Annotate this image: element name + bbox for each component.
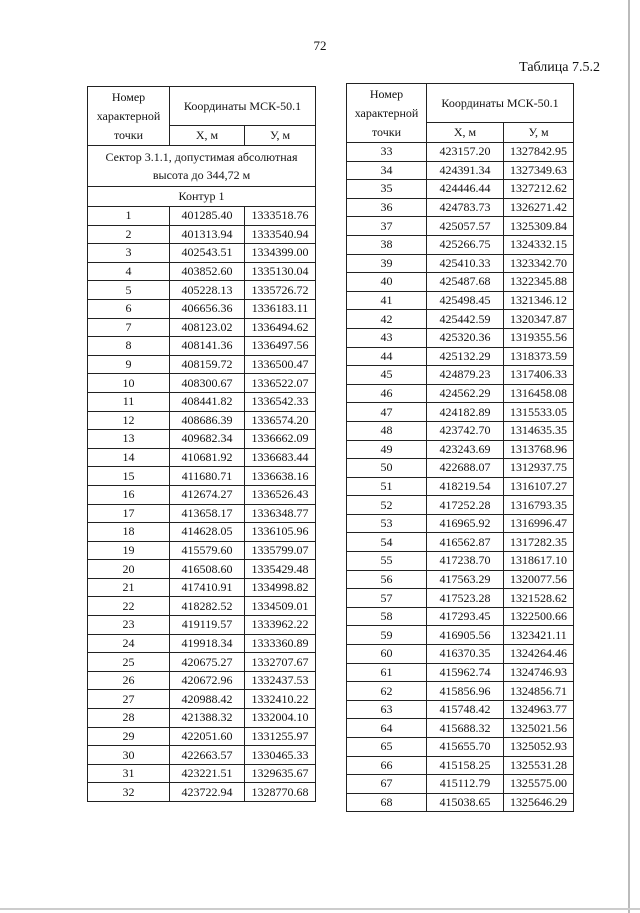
x-coordinate-cell: 423722.94: [170, 783, 245, 802]
point-number-cell: 40: [347, 273, 427, 292]
x-coordinate-cell: 416508.60: [170, 560, 245, 579]
x-coordinate-cell: 420675.27: [170, 653, 245, 672]
y-coordinate-cell: 1323421.11: [504, 626, 574, 645]
table-row: [88, 448, 316, 467]
point-number-cell: 36: [347, 198, 427, 217]
point-number-cell: 51: [347, 477, 427, 496]
y-coordinate-cell: 1324963.77: [504, 700, 574, 719]
table-row: [88, 560, 316, 579]
point-number-cell: 28: [88, 709, 170, 728]
point-number-cell: 45: [347, 366, 427, 385]
x-coordinate-cell: 402543.51: [170, 244, 245, 263]
point-number-cell: 63: [347, 700, 427, 719]
x-coordinate-cell: 408159.72: [170, 355, 245, 374]
table-row: [347, 663, 574, 682]
y-coordinate-cell: 1320077.56: [504, 570, 574, 589]
scan-edge-right: [628, 0, 630, 913]
x-coordinate-cell: 413658.17: [170, 504, 245, 523]
y-coordinate-cell: 1325021.56: [504, 719, 574, 738]
y-coordinate-cell: 1325052.93: [504, 738, 574, 757]
point-number-cell: 61: [347, 663, 427, 682]
coordinates-table-left: [87, 86, 316, 802]
x-coordinate-cell: 412674.27: [170, 485, 245, 504]
table-row: [347, 514, 574, 533]
x-coordinate-cell: 422688.07: [427, 459, 504, 478]
coordinates-table-right: [346, 83, 574, 812]
point-number-cell: 49: [347, 440, 427, 459]
table-row: [347, 570, 574, 589]
page-number: 72: [313, 38, 327, 53]
table-row: [347, 552, 574, 571]
y-coordinate-cell: 1325531.28: [504, 756, 574, 775]
table-row: [88, 318, 316, 337]
header-y: У, м: [245, 126, 316, 146]
y-coordinate-cell: 1335726.72: [245, 281, 316, 300]
table-row: [88, 299, 316, 318]
table-row: [88, 523, 316, 542]
y-coordinate-cell: 1332707.67: [245, 653, 316, 672]
table-row: [347, 143, 574, 162]
point-number-cell: 6: [88, 299, 170, 318]
y-coordinate-cell: 1326271.42: [504, 198, 574, 217]
y-coordinate-cell: 1321528.62: [504, 589, 574, 608]
x-coordinate-cell: 424783.73: [427, 198, 504, 217]
table-row: [88, 374, 316, 393]
y-coordinate-cell: 1327212.62: [504, 180, 574, 199]
point-number-cell: 3: [88, 244, 170, 263]
y-coordinate-cell: 1318373.59: [504, 347, 574, 366]
x-coordinate-cell: 408141.36: [170, 337, 245, 356]
x-coordinate-cell: 425442.59: [427, 310, 504, 329]
y-coordinate-cell: 1317406.33: [504, 366, 574, 385]
table-row: [347, 310, 574, 329]
y-coordinate-cell: 1336348.77: [245, 504, 316, 523]
x-coordinate-cell: 425320.36: [427, 328, 504, 347]
table-row: [347, 440, 574, 459]
table-caption: Таблица 7.5.2: [519, 60, 600, 75]
table-row: [347, 477, 574, 496]
point-number-cell: 35: [347, 180, 427, 199]
point-number-cell: 11: [88, 392, 170, 411]
point-number-cell: 31: [88, 764, 170, 783]
x-coordinate-cell: 417293.45: [427, 607, 504, 626]
table-row: [88, 634, 316, 653]
table-row: [88, 597, 316, 616]
point-number-cell: 18: [88, 523, 170, 542]
x-coordinate-cell: 401285.40: [170, 207, 245, 226]
y-coordinate-cell: 1322500.66: [504, 607, 574, 626]
x-coordinate-cell: 417523.28: [427, 589, 504, 608]
table-row: [347, 161, 574, 180]
y-coordinate-cell: 1322345.88: [504, 273, 574, 292]
table-row: [347, 403, 574, 422]
y-coordinate-cell: 1317282.35: [504, 533, 574, 552]
table-row: [88, 541, 316, 560]
x-coordinate-cell: 408300.67: [170, 374, 245, 393]
y-coordinate-cell: 1324332.15: [504, 235, 574, 254]
table-row: [88, 207, 316, 226]
x-coordinate-cell: 415688.32: [427, 719, 504, 738]
table-row: [347, 254, 574, 273]
point-number-cell: 27: [88, 690, 170, 709]
point-number-cell: 67: [347, 775, 427, 794]
x-coordinate-cell: 423243.69: [427, 440, 504, 459]
point-number-cell: 53: [347, 514, 427, 533]
point-number-cell: 14: [88, 448, 170, 467]
y-coordinate-cell: 1330465.33: [245, 746, 316, 765]
x-coordinate-cell: 408123.02: [170, 318, 245, 337]
y-coordinate-cell: 1312937.75: [504, 459, 574, 478]
x-coordinate-cell: 408686.39: [170, 411, 245, 430]
y-coordinate-cell: 1332437.53: [245, 671, 316, 690]
point-number-cell: 2: [88, 225, 170, 244]
table-row: [88, 244, 316, 263]
contour-title: Контур 1: [88, 187, 316, 207]
x-coordinate-cell: 424446.44: [427, 180, 504, 199]
x-coordinate-cell: 416905.56: [427, 626, 504, 645]
table-row: [88, 504, 316, 523]
point-number-cell: 38: [347, 235, 427, 254]
x-coordinate-cell: 415856.96: [427, 682, 504, 701]
x-coordinate-cell: 425410.33: [427, 254, 504, 273]
point-number-cell: 8: [88, 337, 170, 356]
y-coordinate-cell: 1327842.95: [504, 143, 574, 162]
table-row: [88, 578, 316, 597]
y-coordinate-cell: 1314635.35: [504, 421, 574, 440]
sector-title: Сектор 3.1.1, допустимая абсолютная высота до 344,72 м: [88, 146, 316, 187]
header-y: У, м: [504, 123, 574, 143]
x-coordinate-cell: 416562.87: [427, 533, 504, 552]
table-row: [88, 653, 316, 672]
table-row: [347, 719, 574, 738]
y-coordinate-cell: 1332410.22: [245, 690, 316, 709]
x-coordinate-cell: 424879.23: [427, 366, 504, 385]
x-coordinate-cell: 425132.29: [427, 347, 504, 366]
x-coordinate-cell: 415655.70: [427, 738, 504, 757]
y-coordinate-cell: 1336183.11: [245, 299, 316, 318]
x-coordinate-cell: 405228.13: [170, 281, 245, 300]
header-x: X, м: [170, 126, 245, 146]
point-number-cell: 26: [88, 671, 170, 690]
y-coordinate-cell: 1336683.44: [245, 448, 316, 467]
y-coordinate-cell: 1333518.76: [245, 207, 316, 226]
table-row: [347, 756, 574, 775]
table-row: [88, 337, 316, 356]
point-number-cell: 7: [88, 318, 170, 337]
header-coordinates: Координаты МСК-50.1: [170, 87, 316, 126]
table-row: [88, 485, 316, 504]
table-row: [347, 607, 574, 626]
point-number-cell: 48: [347, 421, 427, 440]
point-number-cell: 57: [347, 589, 427, 608]
y-coordinate-cell: 1316458.08: [504, 384, 574, 403]
point-number-cell: 42: [347, 310, 427, 329]
point-number-cell: 52: [347, 496, 427, 515]
y-coordinate-cell: 1336638.16: [245, 467, 316, 486]
x-coordinate-cell: 417238.70: [427, 552, 504, 571]
y-coordinate-cell: 1313768.96: [504, 440, 574, 459]
x-coordinate-cell: 422051.60: [170, 727, 245, 746]
point-number-cell: 34: [347, 161, 427, 180]
point-number-cell: 43: [347, 328, 427, 347]
table-row: [347, 738, 574, 757]
table-row: [88, 764, 316, 783]
y-coordinate-cell: 1333540.94: [245, 225, 316, 244]
table-row: [347, 589, 574, 608]
point-number-cell: 29: [88, 727, 170, 746]
x-coordinate-cell: 410681.92: [170, 448, 245, 467]
point-number-cell: 54: [347, 533, 427, 552]
y-coordinate-cell: 1315533.05: [504, 403, 574, 422]
table-row: [347, 645, 574, 664]
table-row: [347, 682, 574, 701]
y-coordinate-cell: 1333360.89: [245, 634, 316, 653]
x-coordinate-cell: 414628.05: [170, 523, 245, 542]
point-number-cell: 46: [347, 384, 427, 403]
point-number-cell: 5: [88, 281, 170, 300]
x-coordinate-cell: 422663.57: [170, 746, 245, 765]
point-number-cell: 23: [88, 616, 170, 635]
point-number-cell: 59: [347, 626, 427, 645]
x-coordinate-cell: 417563.29: [427, 570, 504, 589]
table-row: [347, 235, 574, 254]
point-number-cell: 66: [347, 756, 427, 775]
y-coordinate-cell: 1334399.00: [245, 244, 316, 263]
point-number-cell: 20: [88, 560, 170, 579]
point-number-cell: 17: [88, 504, 170, 523]
table-row: [347, 533, 574, 552]
point-number-cell: 58: [347, 607, 427, 626]
y-coordinate-cell: 1318617.10: [504, 552, 574, 571]
y-coordinate-cell: 1323342.70: [504, 254, 574, 273]
scan-edge-bottom: [0, 908, 640, 910]
point-number-cell: 56: [347, 570, 427, 589]
point-number-cell: 62: [347, 682, 427, 701]
y-coordinate-cell: 1325646.29: [504, 793, 574, 812]
point-number-cell: 30: [88, 746, 170, 765]
y-coordinate-cell: 1328770.68: [245, 783, 316, 802]
x-coordinate-cell: 418219.54: [427, 477, 504, 496]
y-coordinate-cell: 1333962.22: [245, 616, 316, 635]
y-coordinate-cell: 1324264.46: [504, 645, 574, 664]
table-row: [347, 775, 574, 794]
table-row: [88, 690, 316, 709]
x-coordinate-cell: 425057.57: [427, 217, 504, 236]
x-coordinate-cell: 415962.74: [427, 663, 504, 682]
header-coordinates: Координаты МСК-50.1: [427, 84, 574, 123]
point-number-cell: 39: [347, 254, 427, 273]
table-row: [347, 347, 574, 366]
x-coordinate-cell: 423742.70: [427, 421, 504, 440]
point-number-cell: 21: [88, 578, 170, 597]
x-coordinate-cell: 424391.34: [427, 161, 504, 180]
x-coordinate-cell: 420672.96: [170, 671, 245, 690]
y-coordinate-cell: 1335130.04: [245, 262, 316, 281]
x-coordinate-cell: 417410.91: [170, 578, 245, 597]
point-number-cell: 1: [88, 207, 170, 226]
table-row: [88, 281, 316, 300]
point-number-cell: 13: [88, 430, 170, 449]
table-row: [88, 225, 316, 244]
y-coordinate-cell: 1321346.12: [504, 291, 574, 310]
y-coordinate-cell: 1336542.33: [245, 392, 316, 411]
header-x: X, м: [427, 123, 504, 143]
x-coordinate-cell: 406656.36: [170, 299, 245, 318]
y-coordinate-cell: 1327349.63: [504, 161, 574, 180]
point-number-cell: 33: [347, 143, 427, 162]
table-row: [347, 273, 574, 292]
y-coordinate-cell: 1336105.96: [245, 523, 316, 542]
table-row: [347, 626, 574, 645]
table-row: [347, 366, 574, 385]
point-number-cell: 50: [347, 459, 427, 478]
table-row: [347, 459, 574, 478]
y-coordinate-cell: 1334509.01: [245, 597, 316, 616]
point-number-cell: 44: [347, 347, 427, 366]
x-coordinate-cell: 408441.82: [170, 392, 245, 411]
table-row: [88, 671, 316, 690]
x-coordinate-cell: 425498.45: [427, 291, 504, 310]
point-number-cell: 37: [347, 217, 427, 236]
x-coordinate-cell: 417252.28: [427, 496, 504, 515]
y-coordinate-cell: 1335799.07: [245, 541, 316, 560]
x-coordinate-cell: 415748.42: [427, 700, 504, 719]
table-row: [88, 411, 316, 430]
y-coordinate-cell: 1334998.82: [245, 578, 316, 597]
y-coordinate-cell: 1336522.07: [245, 374, 316, 393]
point-number-cell: 65: [347, 738, 427, 757]
y-coordinate-cell: 1329635.67: [245, 764, 316, 783]
x-coordinate-cell: 415112.79: [427, 775, 504, 794]
point-number-cell: 10: [88, 374, 170, 393]
point-number-cell: 12: [88, 411, 170, 430]
y-coordinate-cell: 1320347.87: [504, 310, 574, 329]
table-row: [347, 793, 574, 812]
table-row: [88, 467, 316, 486]
point-number-cell: 16: [88, 485, 170, 504]
table-row: [347, 328, 574, 347]
x-coordinate-cell: 424182.89: [427, 403, 504, 422]
x-coordinate-cell: 416965.92: [427, 514, 504, 533]
header-point-number: Номер характерной точки: [88, 87, 170, 146]
x-coordinate-cell: 419119.57: [170, 616, 245, 635]
table-row: [88, 430, 316, 449]
x-coordinate-cell: 423157.20: [427, 143, 504, 162]
x-coordinate-cell: 403852.60: [170, 262, 245, 281]
table-row: [88, 727, 316, 746]
point-number-cell: 4: [88, 262, 170, 281]
y-coordinate-cell: 1325309.84: [504, 217, 574, 236]
point-number-cell: 22: [88, 597, 170, 616]
x-coordinate-cell: 401313.94: [170, 225, 245, 244]
x-coordinate-cell: 419918.34: [170, 634, 245, 653]
table-row: [347, 384, 574, 403]
point-number-cell: 60: [347, 645, 427, 664]
table-row: [347, 217, 574, 236]
table-row: [88, 709, 316, 728]
point-number-cell: 41: [347, 291, 427, 310]
y-coordinate-cell: 1336494.62: [245, 318, 316, 337]
point-number-cell: 68: [347, 793, 427, 812]
y-coordinate-cell: 1336574.20: [245, 411, 316, 430]
y-coordinate-cell: 1316107.27: [504, 477, 574, 496]
point-number-cell: 64: [347, 719, 427, 738]
x-coordinate-cell: 421388.32: [170, 709, 245, 728]
x-coordinate-cell: 420988.42: [170, 690, 245, 709]
table-row: [347, 421, 574, 440]
y-coordinate-cell: 1336500.47: [245, 355, 316, 374]
x-coordinate-cell: 415579.60: [170, 541, 245, 560]
header-point-number: Номер характерной точки: [347, 84, 427, 143]
y-coordinate-cell: 1324746.93: [504, 663, 574, 682]
y-coordinate-cell: 1335429.48: [245, 560, 316, 579]
y-coordinate-cell: 1331255.97: [245, 727, 316, 746]
x-coordinate-cell: 415158.25: [427, 756, 504, 775]
x-coordinate-cell: 409682.34: [170, 430, 245, 449]
point-number-cell: 19: [88, 541, 170, 560]
y-coordinate-cell: 1325575.00: [504, 775, 574, 794]
point-number-cell: 24: [88, 634, 170, 653]
point-number-cell: 25: [88, 653, 170, 672]
y-coordinate-cell: 1316996.47: [504, 514, 574, 533]
point-number-cell: 55: [347, 552, 427, 571]
y-coordinate-cell: 1319355.56: [504, 328, 574, 347]
x-coordinate-cell: 424562.29: [427, 384, 504, 403]
table-row: [88, 355, 316, 374]
table-row: [347, 291, 574, 310]
x-coordinate-cell: 423221.51: [170, 764, 245, 783]
point-number-cell: 9: [88, 355, 170, 374]
point-number-cell: 47: [347, 403, 427, 422]
table-row: [347, 496, 574, 515]
y-coordinate-cell: 1324856.71: [504, 682, 574, 701]
table-row: [88, 746, 316, 765]
y-coordinate-cell: 1336662.09: [245, 430, 316, 449]
table-row: [88, 262, 316, 281]
x-coordinate-cell: 416370.35: [427, 645, 504, 664]
point-number-cell: 15: [88, 467, 170, 486]
point-number-cell: 32: [88, 783, 170, 802]
x-coordinate-cell: 418282.52: [170, 597, 245, 616]
table-row: [88, 392, 316, 411]
x-coordinate-cell: 425487.68: [427, 273, 504, 292]
table-row: [347, 198, 574, 217]
x-coordinate-cell: 415038.65: [427, 793, 504, 812]
y-coordinate-cell: 1316793.35: [504, 496, 574, 515]
y-coordinate-cell: 1336526.43: [245, 485, 316, 504]
table-row: [88, 616, 316, 635]
table-row: [347, 700, 574, 719]
table-row: [347, 180, 574, 199]
table-row: [88, 783, 316, 802]
x-coordinate-cell: 425266.75: [427, 235, 504, 254]
x-coordinate-cell: 411680.71: [170, 467, 245, 486]
y-coordinate-cell: 1332004.10: [245, 709, 316, 728]
y-coordinate-cell: 1336497.56: [245, 337, 316, 356]
